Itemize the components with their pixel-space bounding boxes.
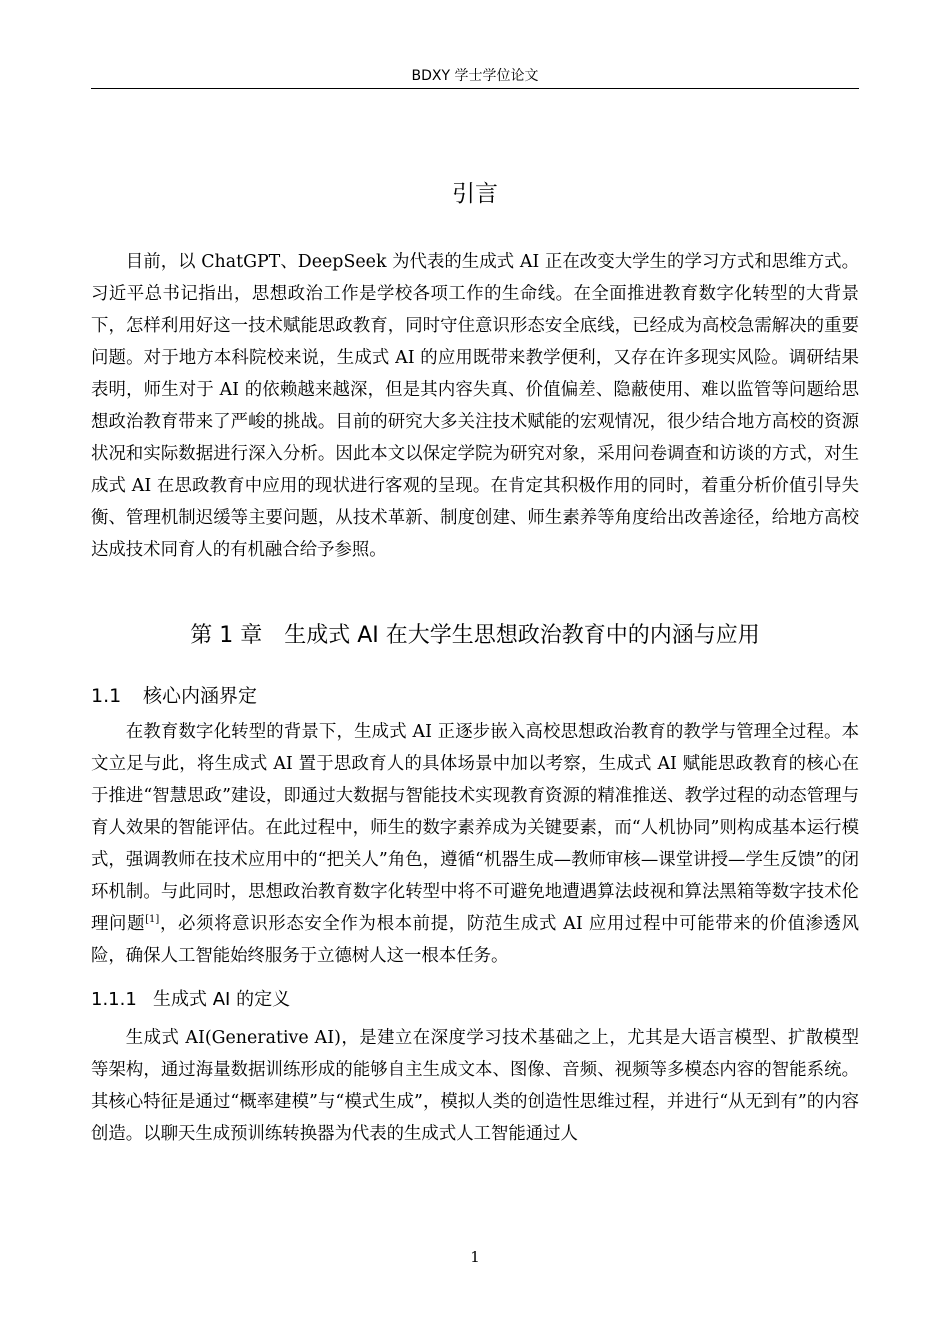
section-paragraph-text: 在教育数字化转型的背景下，生成式 AI 正逐步嵌入高校思想政治教育的教学与管理全过程。本文立足与此，将生成式 AI 置于思政育人的具体场景中加以考察，生成式 AI 赋能思政教育的核心在于推进“智慧思政”建设，即通过大数据与智能技术实现教育资源的精准推送、教学过程的动态管理与育人效果的智能评估。在此过程中，师生的数字素养成为关键要素，而“人机协同”则构成基本运行模式，强调教师在技术应用中的“把关人”角色，遵循“机器生成—教师审核—课堂讲授—学生反馈”的闭环机制。与此同时，思想政治教育数字化转型中将不可避免地遭遇算法歧视和算法黑箱等数字技术伦理问题 (91, 722, 859, 934)
page-number: 1 (470, 1248, 480, 1266)
section-title: 核心内涵界定 (143, 685, 258, 707)
section-paragraph-text-end: ，必须将意识形态安全作为根本前提，防范生成式 AI 应用过程中可能带来的价值渗透风险，确保人工智能始终服务于立德树人这一根本任务。 (91, 914, 859, 966)
section-heading (91, 680, 859, 712)
chapter-heading (91, 616, 859, 656)
subsection-title: 生成式 AI 的定义 (153, 989, 291, 1010)
header-rule (91, 88, 859, 89)
section-paragraph (91, 716, 859, 972)
subsection-number: 1.1.1 (91, 989, 137, 1010)
chapter-number: 第 1 章 (190, 623, 263, 648)
section-number: 1.1 (91, 685, 122, 707)
chapter-title: 生成式 AI 在大学生思想政治教育中的内涵与应用 (284, 623, 760, 648)
running-header: BDXY 学士学位论文 (411, 68, 539, 84)
subsection-heading (91, 984, 859, 1016)
citation-marker: [1] (145, 914, 160, 926)
subsection-paragraph: 生成式 AI(Generative AI)，是建立在深度学习技术基础之上，尤其是大语言模型、扩散模型等架构，通过海量数据训练形成的能够自主生成文本、图像、音频、视频等多模态内容的智能系统。其核心特征是通过“概率建模”与“模式生成”，模拟人类的创造性思维过程，并进行“从无到有”的内容创造。以聊天生成预训练转换器为代表的生成式人工智能通过人 (91, 1028, 859, 1144)
intro-paragraph: 目前，以 ChatGPT、DeepSeek 为代表的生成式 AI 正在改变大学生的学习方式和思维方式。习近平总书记指出，思想政治工作是学校各项工作的生命线。在全面推进教育数字化转型的大背景下，怎样利用好这一技术赋能思政教育，同时守住意识形态安全底线，已经成为高校急需解决的重要问题。对于地方本科院校来说，生成式 AI 的应用既带来教学便利，又存在许多现实风险。调研结果表明，师生对于 AI 的依赖越来越深，但是其内容失真、价值偏差、隐蔽使用、难以监管等问题给思想政治教育带来了严峻的挑战。目前的研究大多关注技术赋能的宏观情况，很少结合地方高校的资源状况和实际数据进行深入分析。因此本文以保定学院为研究对象，采用问卷调查和访谈的方式，对生成式 AI 在思政教育中应用的现状进行客观的呈现。在肯定其积极作用的同时，着重分析价值引导失衡、管理机制迟缓等主要问题，从技术革新、制度创建、师生素养等角度给出改善途径，给地方高校达成技术同育人的有机融合给予参照。 (91, 252, 859, 560)
page-body (91, 172, 859, 1150)
intro-heading: 引言 (452, 181, 498, 207)
